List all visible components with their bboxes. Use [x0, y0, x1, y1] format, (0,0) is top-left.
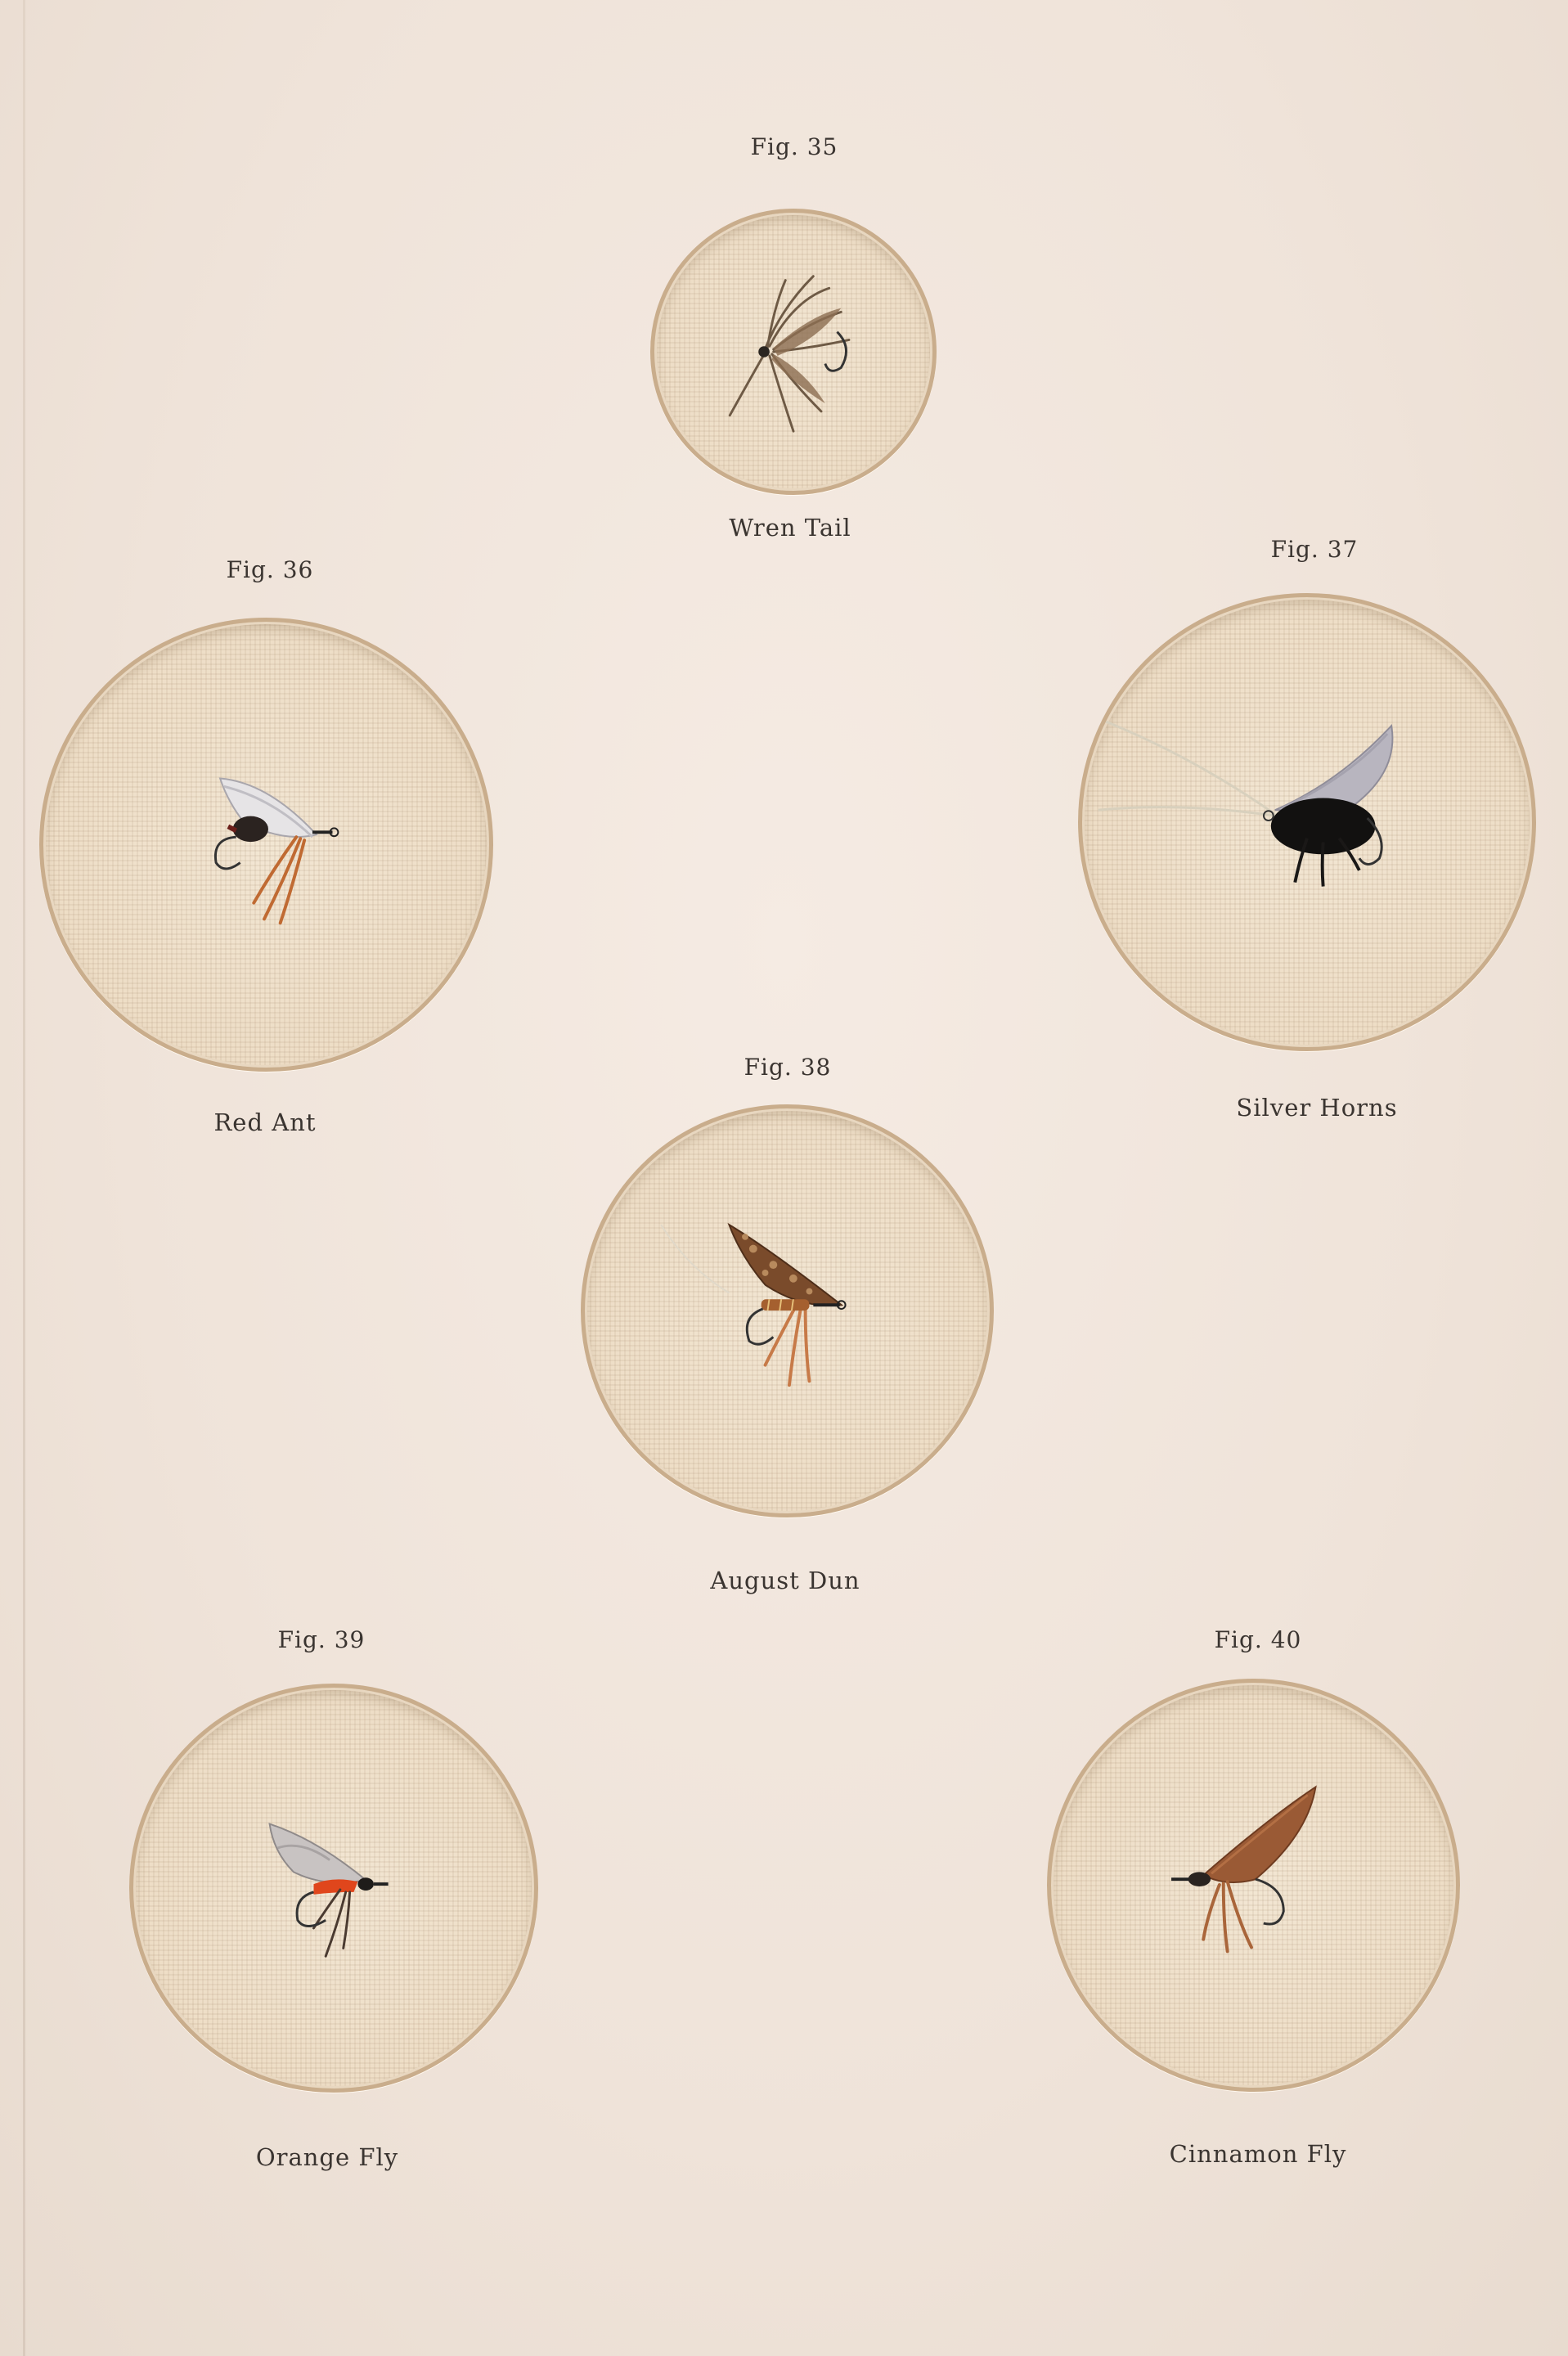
wren-tail-mount	[650, 209, 937, 495]
red-ant-fly-image	[43, 622, 489, 1068]
cinnamon-fly-mount	[1047, 1679, 1460, 2092]
fig-39-label: Fig. 39	[277, 1626, 366, 1653]
silver-horns-mount	[1078, 593, 1536, 1051]
august-dun-mount	[581, 1104, 994, 1517]
orange-fly-mount	[129, 1684, 538, 2093]
orange-fly-fly-image	[133, 1688, 534, 2088]
august-dun-fly-image	[585, 1108, 990, 1513]
cinnamon-fly-caption: Cinnamon Fly	[1169, 2140, 1347, 2168]
fig-37-label: Fig. 37	[1270, 536, 1359, 563]
silver-horns-caption: Silver Horns	[1236, 1094, 1398, 1122]
fig-38-label: Fig. 38	[744, 1054, 832, 1081]
red-ant-mount	[39, 618, 493, 1072]
orange-fly-caption: Orange Fly	[255, 2143, 399, 2171]
fig-36-label: Fig. 36	[226, 556, 314, 583]
fig-35-label: Fig. 35	[750, 133, 838, 160]
fig-40-label: Fig. 40	[1214, 1626, 1302, 1653]
red-ant-caption: Red Ant	[213, 1108, 317, 1136]
wren-tail-caption: Wren Tail	[729, 514, 851, 542]
wren-tail-fly-image	[654, 213, 932, 491]
silver-horns-fly-image	[1082, 597, 1532, 1047]
august-dun-caption: August Dun	[710, 1567, 860, 1594]
cinnamon-fly-fly-image	[1051, 1683, 1456, 2088]
